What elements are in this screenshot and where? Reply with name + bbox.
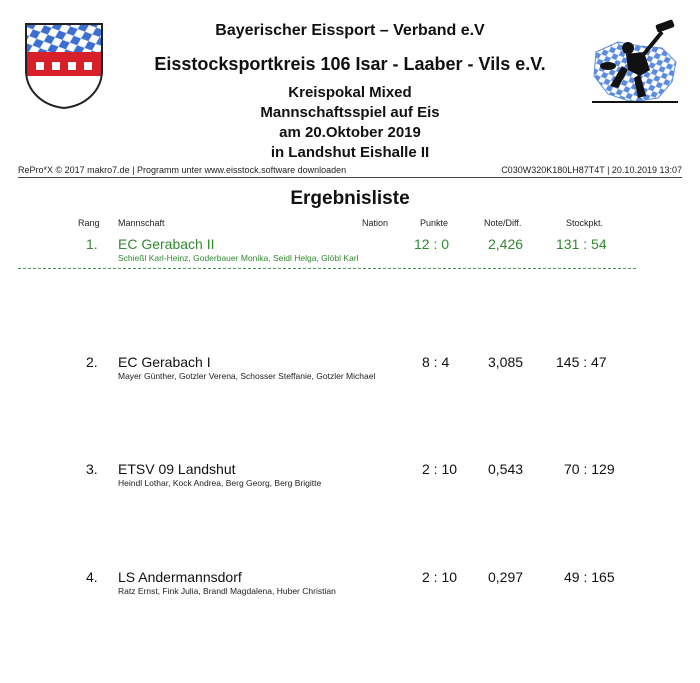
result-stock: 145 : 47 <box>556 354 607 370</box>
software-credit: RePro*X © 2017 makro7.de | Programm unter www.eisstock.software downloaden <box>18 165 347 175</box>
column-points: Punkte <box>420 218 449 228</box>
result-players: Schießl Karl-Heinz, Goderbauer Monika, Seidl Helga, Glöbl Karl <box>118 253 359 263</box>
result-players: Mayer Günther, Gotzler Verena, Schosser Steffanie, Gotzler Michael <box>118 371 376 381</box>
column-stock: Stockpkt. <box>566 218 604 228</box>
result-rank: 2. <box>86 354 98 370</box>
column-team: Mannschaft <box>118 218 165 228</box>
column-nation: Nation <box>362 218 389 228</box>
column-diff: Note/Diff. <box>484 218 522 228</box>
result-rank: 1. <box>86 236 98 252</box>
winner-underline <box>18 268 636 269</box>
results-title: Ergebnisliste <box>290 188 410 209</box>
result-diff: 0,297 <box>488 569 524 585</box>
event-line-3: am 20.Oktober 2019 <box>279 124 421 141</box>
result-rank: 3. <box>86 461 98 477</box>
event-line-4: in Landshut Eishalle II <box>270 144 430 161</box>
result-points: 12 : 0 <box>414 236 450 252</box>
result-points: 2 : 10 <box>422 461 458 477</box>
result-diff: 3,085 <box>488 354 524 370</box>
header-divider <box>18 177 682 178</box>
column-rank: Rang <box>78 218 100 228</box>
result-players: Ratz Ernst, Fink Julia, Brandl Magdalena, Huber Christian <box>118 586 336 596</box>
result-diff: 0,543 <box>488 461 524 477</box>
result-stock: 131 : 54 <box>556 236 607 252</box>
result-points: 8 : 4 <box>422 354 450 370</box>
result-team: EC Gerabach II <box>118 236 215 252</box>
federation-name: Bayerischer Eissport – Verband e.V <box>215 22 485 39</box>
document-code: C030W320K180LH87T4T | 20.10.2019 13:07 <box>501 165 682 175</box>
event-line-2: Mannschaftsspiel auf Eis <box>260 104 440 121</box>
result-points: 2 : 10 <box>422 569 458 585</box>
result-stock: 49 : 165 <box>564 569 615 585</box>
result-team: ETSV 09 Landshut <box>118 461 236 477</box>
result-team: EC Gerabach I <box>118 354 211 370</box>
event-line-1: Kreispokal Mixed <box>288 84 412 101</box>
result-team: LS Andermannsdorf <box>118 569 242 585</box>
result-diff: 2,426 <box>488 236 524 252</box>
result-players: Heindl Lothar, Kock Andrea, Berg Georg, Berg Brigitte <box>118 478 322 488</box>
district-name: Eisstocksportkreis 106 Isar - Laaber - Vils e.V. <box>154 54 546 74</box>
result-stock: 70 : 129 <box>564 461 615 477</box>
result-rank: 4. <box>86 569 98 585</box>
